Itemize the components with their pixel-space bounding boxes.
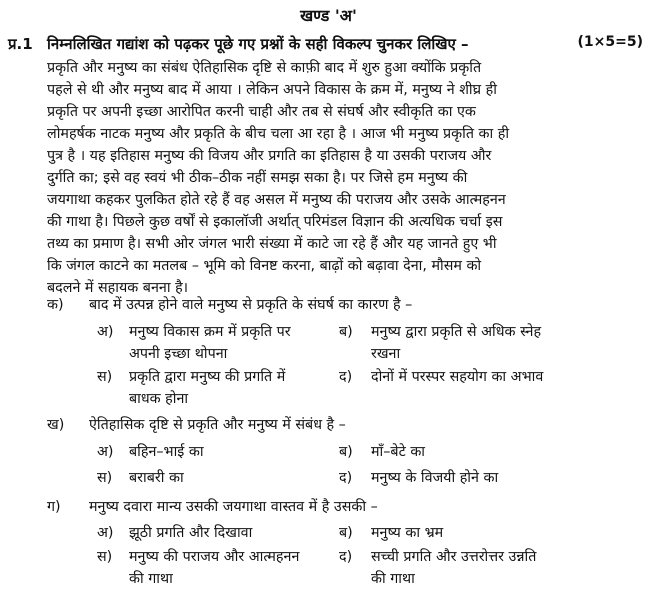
subquestion-text: बाद में उत्पन्न होने वाले मनुष्य से प्रकृति के संघर्ष का कारण है – (89, 297, 413, 313)
question-number: प्र.1 (8, 35, 33, 53)
passage-line: कि जंगल काटने का मतलब – भूमि को विनष्ट करना, बाढ़ों को बढ़ावा देना, मौसम को (47, 258, 482, 274)
subquestion-label: ग) (47, 499, 61, 515)
section-title: खण्ड 'अ' (300, 6, 357, 25)
option-text: मनुष्य की पराजय और आत्महनन (129, 549, 300, 565)
passage-line: प्रकृति और मनुष्य का संबंध ऐतिहासिक दृष्टि से काफ़ी बाद में शुरु हुआ क्योंकि प्रकृति (47, 60, 482, 76)
option-text: प्रकृति द्वारा मनुष्य की प्रगति में (129, 369, 286, 385)
option-text: सच्ची प्रगति और उत्तरोत्तर उन्नति (371, 549, 537, 565)
option-label: ब) (339, 525, 353, 541)
option-label: स) (97, 549, 113, 565)
option-text: की गाथा (371, 571, 415, 587)
option-label: अ) (97, 444, 114, 460)
option-text: मनुष्य विकास क्रम में प्रकृति पर (129, 324, 291, 340)
passage-line: बदलने में सहायक बनना है। (47, 280, 189, 296)
passage-line: पहले से थी और मनुष्य बाद में आया । लेकिन अपने विकास के क्रम में, मनुष्य ने शीघ्र ही (47, 82, 497, 98)
option-text: मनुष्य द्वारा प्रकृति से अधिक स्नेह (371, 324, 542, 340)
option-text: रखना (371, 346, 401, 362)
option-text: बहिन–भाई का (129, 444, 204, 460)
option-text: अपनी इच्छा थोपना (129, 346, 228, 362)
passage-line: तथ्य का प्रमाण है। सभी ओर जंगल भारी संख्या में काटे जा रहे हैं और यह जानते हुए भी (47, 236, 497, 252)
passage (47, 57, 645, 299)
option-text: बाधक होना (129, 391, 189, 407)
option-text: झूठी प्रगति और दिखावा (129, 525, 253, 541)
passage-line: लोमहर्षक नाटक मनुष्य और प्रकृति के बीच चला आ रहा है । आज भी मनुष्य प्रकृति का ही (47, 126, 510, 142)
passage-line: पुत्र है । यह इतिहास मनुष्य की विजय और प्रगति का इतिहास है या उसकी पराजय और (47, 148, 492, 164)
option-label: अ) (97, 324, 114, 340)
option-label: द) (339, 549, 353, 565)
option-text: दोनों में परस्पर सहयोग का अभाव (371, 369, 544, 385)
passage-line: की गाथा है। पिछले कुछ वर्षों से इकालॉजी अर्थात् परिमंडल विज्ञान की अत्यधिक चर्चा इस (47, 214, 503, 230)
option-label: स) (97, 369, 113, 385)
subquestion-label: क) (47, 297, 64, 313)
question-instruction: निम्नलिखित गद्यांश को पढ़कर पूछे गए प्रश्नों के सही विकल्प चुनकर लिखिए – (47, 35, 469, 53)
option-label: स) (97, 470, 113, 486)
subquestion-text: मनुष्य दवारा मान्य उसकी जयगाथा वास्तव में है उसकी – (89, 499, 378, 515)
option-text: मनुष्य का भ्रम (371, 525, 444, 541)
option-label: द) (339, 369, 353, 385)
question-marks: (1×5=5) (577, 34, 643, 50)
option-label: ब) (339, 324, 353, 340)
option-text: की गाथा (129, 571, 173, 587)
option-text: बराबरी का (129, 470, 184, 486)
option-label: अ) (97, 525, 114, 541)
subquestion-label: ख) (47, 417, 65, 433)
passage-line: दुर्गति का; इसे वह स्वयं भी ठीक–ठीक नहीं समझ सका है। पर जिसे हम मनुष्य की (47, 170, 468, 186)
passage-line: जयगाथा कहकर पुलकित होते रहे हैं वह असल में मनुष्य की पराजय और उसके आत्महनन (47, 192, 506, 208)
option-text: मनुष्य के विजयी होने का (371, 470, 499, 486)
option-label: ब) (339, 444, 353, 460)
option-label: द) (339, 470, 353, 486)
subquestion-text: ऐतिहासिक दृष्टि से प्रकृति और मनुष्य में संबंध है – (89, 417, 346, 433)
option-text: माँ–बेटे का (371, 444, 425, 460)
passage-line: प्रकृति पर अपनी इच्छा आरोपित करनी चाही और तब से संघर्ष और स्वीकृति का एक (47, 104, 476, 120)
